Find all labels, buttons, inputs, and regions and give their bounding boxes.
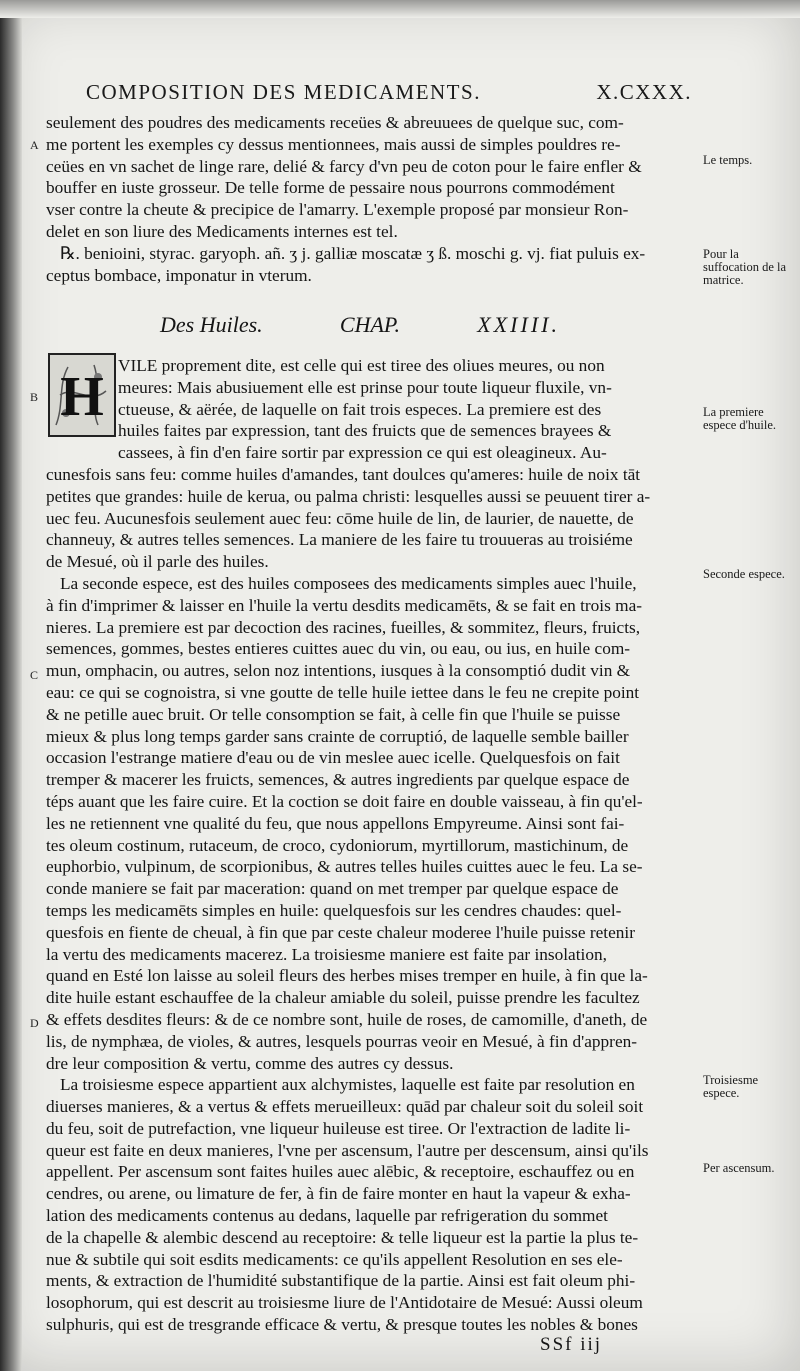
text-line: cunesfois sans feu: comme huiles d'amandes, tant doulces qu'ameres: huile de noix tāt [46, 464, 641, 484]
text-line: ments, & extraction de l'humidité substantifique de la partie. Ainsi est fait oleum phi- [46, 1271, 636, 1291]
text-line: mun, omphacin, ou autres, selon noz intentions, iusques à la consomptió dudit vin & [46, 661, 631, 681]
text-line: lis, de nymphæa, de violes, & autres, lesquels pourras veoir en Mesué, à fin d'appren- [46, 1031, 638, 1051]
text-line: tremper & macerer les fruicts, semences, & autres ingredients par quelque espace de [46, 770, 630, 790]
text-line: bouffer en iuste grosseur. De telle forme de pessaire nous pourrons commodément [46, 178, 615, 198]
text-line: appellent. Per ascensum sont faites huiles auec alēbic, & receptoire, eschauffez ou en [46, 1162, 635, 1182]
text-line: semences, gommes, bestes entieres cuittes auec du vin, ou eau, ou ius, en huile com- [46, 639, 631, 659]
text-line: meures: Mais abusiuement elle est prinse pour toute liqueur fluxile, vn- [118, 377, 612, 397]
chapter-heading [160, 312, 560, 338]
text-line: du feu, soit de putrefaction, vne liqueur huileuse est tiree. Or l'extraction de ladite li- [46, 1118, 631, 1138]
margin-note-per-ascensum: Per ascensum. [703, 1161, 775, 1175]
text-line: à fin d'imprimer & laisser en l'huile la vertu desdits medicamēts, & se fait en trois ma- [46, 595, 643, 615]
text-line: seulement des poudres des medicaments receües & abreuuees de quelque suc, com- [46, 113, 624, 132]
binding-gutter [0, 0, 22, 1371]
text-line: ctueuse, & aërée, de laquelle on fait trois especes. La premiere est des [118, 399, 602, 419]
text-line: diuerses manieres, & a vertus & effets merueilleux: quād par chaleur soit du soleil soit [46, 1097, 644, 1117]
text-line: dre leur composition & vertu, comme des autres cy dessus. [46, 1053, 454, 1073]
text-line: quand en Esté lon laisse au soleil fleurs des herbes mises tremper en huile, à fin que la- [46, 966, 648, 986]
folio-number: X.CXXX. [596, 80, 692, 104]
section-mark-a: A [30, 138, 39, 152]
text-line: occasion l'estrange matiere d'eau ou de vin meslee auec icelle. Quelquesfois on fait [46, 748, 620, 768]
text-line: huiles faites par expression, tant des fruicts que de semences brayees & [118, 421, 612, 441]
chapter-label: CHAP. [339, 312, 401, 337]
svg-text:H: H [60, 366, 104, 428]
margin-note-premiere-espece: La premiere espece d'huile. [703, 405, 777, 432]
text-line: les ne retiennent vne qualité du feu, que nous appellons Empyreume. Ainsi sont fai- [46, 813, 625, 833]
section-mark-d: D [30, 1016, 39, 1030]
text-line: uec feu. Aucunesfois seulement auec feu: cōme huile de lin, de laurier, de nauette, de [46, 508, 634, 528]
text-line: la vertu des medicaments macerez. La troisiesme maniere est faite par insolation, [46, 944, 607, 964]
text-line: nieres. La premiere est par decoction des racines, fueilles, & sommitez, fleurs, fruicts, [46, 617, 641, 637]
chapter-body [46, 355, 700, 1336]
page-top-shadow [0, 0, 800, 18]
text-line: dite huile estant eschauffee de la chaleur amiable du soleil, puisse prendre les facultez [46, 988, 640, 1008]
margin-note-le-temps: Le temps. [703, 153, 753, 167]
text-line: queur est faite en deux manieres, l'vne per ascensum, l'autre per descensum, ainsi qu'ils [46, 1140, 649, 1160]
text-line: mieux & plus long temps garder sans crainte de corruptió, de laquelle semble bailler [46, 726, 629, 746]
top-paragraph [46, 112, 700, 286]
margin-note-troisiesme-espece: Troisiesme espece. [703, 1073, 759, 1100]
text-line: & effets desdites fleurs: & de ce nombre sont, huile de roses, de camomille, d'aneth, de [46, 1009, 648, 1029]
text-line: La troisiesme espece appartient aux alchymistes, laquelle est faite par resolution en [60, 1075, 635, 1095]
margin-note-seconde-espece: Seconde espece. [703, 567, 785, 581]
text-line: VILE proprement dite, est celle qui est tiree des oliues meures, ou non [118, 356, 605, 375]
signature-mark: SSf iij [540, 1334, 603, 1355]
text-line: tes oleum costinum, rutaceum, de croco, cydoniorum, myrtillorum, mastichinum, de [46, 835, 629, 855]
recipe-line: ℞. benioini, styrac. garyoph. añ. ʒ j. galliæ moscatæ ʒ ß. moschi g. vj. fiat puluis ex- [60, 243, 646, 263]
text-line: & ne petille auec bruit. Or telle consomption se fait, à celle fin que l'huile se puisse [46, 704, 621, 724]
text-line: lation des medicaments contenus au dedans, laquelle par refrigeration du sommet [46, 1206, 608, 1226]
margin-note-suffocation: Pour la suffocation de la matrice. [703, 247, 787, 287]
text-line: vser contre la cheute & precipice de l'amarry. L'exemple proposé par monsieur Ron- [46, 200, 629, 220]
text-line: La seconde espece, est des huiles composees des medicaments simples auec l'huile, [60, 573, 637, 593]
text-line: de Mesué, où il parle des huiles. [46, 552, 269, 572]
section-mark-b: B [30, 390, 39, 404]
text-line: cendres, ou arene, ou limature de fer, à fin de faire monter en haut la vapeur & exha- [46, 1184, 631, 1204]
text-line: quesfois en fiente de cheual, à fin que par ceste chaleur moderee l'huile puisse retenir [46, 922, 635, 942]
text-line: conde maniere se fait par maceration: quand on met tremper par quelque espace de [46, 879, 619, 899]
text-line: temps les medicamēts simples en huile: quelquesfois sur les cendres chaudes: quel- [46, 900, 622, 920]
text-line: sulphuris, qui est de tresgrande efficace & vertu, & presque toutes les nobles & bones [46, 1315, 638, 1335]
text-line: téps auant que les faire cuire. Et la coction se doit faire en double vaisseau, à fin qu'el- [46, 791, 643, 811]
running-head-title: COMPOSITION DES MEDICAMENTS. [86, 80, 481, 104]
text-line: ceües en vn sachet de linge rare, delié & farcy d'vn peu de coton pour le faire enfler & [46, 156, 642, 176]
text-line: channeuy, & autres telles semences. La maniere de les faire tu trouueras au troisiéme [46, 530, 633, 550]
text-line: nue & subtile qui soit esdits medicaments: ce qu'ils appellent Resolution en ses ele- [46, 1249, 623, 1269]
text-line: petites que grandes: huile de kerua, ou palma christi: lesquelles aussi se peuuent tirer a- [46, 486, 651, 506]
text-line: cassees, à fin d'en faire sortir par expression ce qui est oleagineux. Au- [118, 443, 607, 463]
text-line: delet en son liure des Medicaments internes est tel. [46, 221, 398, 241]
text-line: me portent les exemples cy dessus mentionnees, mais aussi de simples pouldres re- [46, 134, 621, 154]
recipe-line: ceptus bombace, imponatur in vterum. [46, 265, 312, 285]
chapter-number: XXIIII. [477, 312, 560, 337]
section-mark-c: C [30, 668, 39, 682]
chapter-title: Des Huiles. [160, 312, 263, 337]
text-line: euphorbio, vulpinum, de scorpionibus, & autres telles huiles cuittes auec le feu. La se- [46, 857, 643, 877]
text-line: losophorum, qui est descrit au troisiesme liure de l'Antidotaire de Mesué: Aussi oleum [46, 1293, 643, 1313]
running-head [86, 80, 692, 105]
text-line: de la chapelle & alembic descend au receptoire: & telle liqueur est la partie la plus te- [46, 1227, 639, 1247]
text-line: eau: ce qui se cognoistra, si vne goutte de telle huile iettee dans le feu ne crepite point [46, 682, 640, 702]
